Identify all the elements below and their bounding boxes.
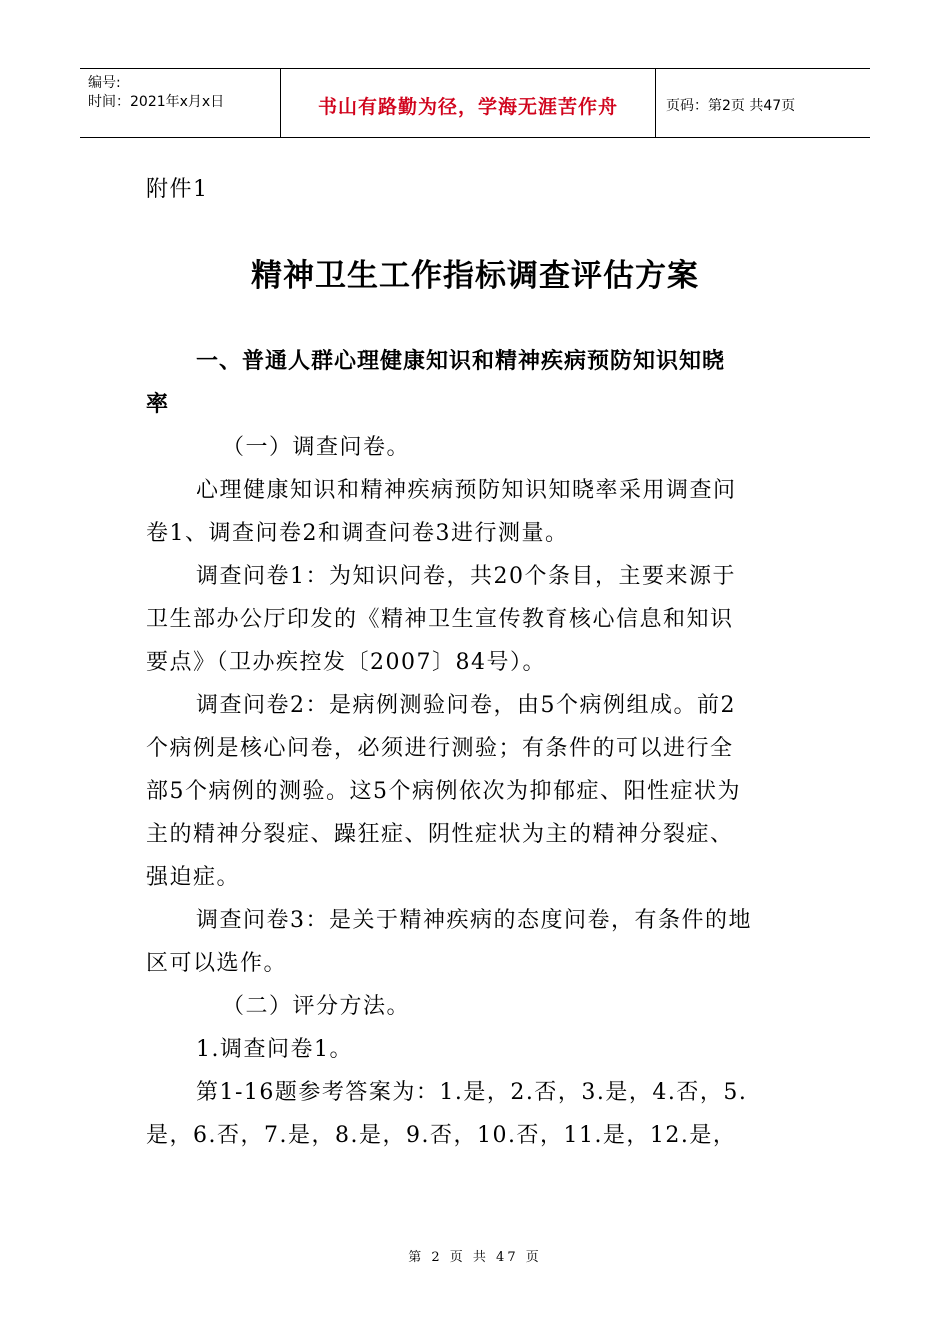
document-number-label: 编号:: [88, 75, 121, 91]
section-heading: 一、普通人群心理健康知识和精神疾病预防知识知晓: [196, 349, 726, 374]
paragraph-line: 卫生部办公厅印发的《精神卫生宣传教育核心信息和知识: [146, 607, 734, 632]
paragraph-line: 部5个病例的测验。这5个病例依次为抑郁症、阳性症状为: [146, 779, 741, 804]
paragraph-line: 是，6.否，7.是，8.是，9.否，10.否，11.是，12.是，: [146, 1123, 737, 1148]
attachment-label: 附件1: [146, 177, 209, 202]
document-title: 精神卫生工作指标调查评估方案: [251, 258, 699, 294]
header-left-cell: [80, 69, 280, 137]
header-page-cell: [656, 69, 870, 137]
paragraph-line: 主的精神分裂症、躁狂症、阴性症状为主的精神分裂症、: [146, 822, 734, 847]
header-motto: 书山有路勤为径，学海无涯苦作舟: [317, 95, 618, 118]
header-motto-cell: [280, 69, 656, 137]
paragraph-line: 调查问卷1：为知识问卷，共20个条目，主要来源于: [196, 564, 736, 589]
paragraph-line: 要点》（卫办疾控发〔2007〕84号）。: [146, 650, 546, 675]
paragraph-line: 强迫症。: [146, 865, 241, 890]
paragraph-line: 卷1、调查问卷2和调查问卷3进行测量。: [146, 521, 569, 546]
page-header: [80, 68, 870, 138]
paragraph-line: 心理健康知识和精神疾病预防知识知晓率采用调查问: [196, 478, 737, 503]
paragraph-line: 第1-16题参考答案为：1.是，2.否，3.是，4.否，5.: [196, 1080, 748, 1105]
paragraph-line: 调查问卷3：是关于精神疾病的态度问卷，有条件的地: [196, 908, 752, 933]
header-page-code: 页码：第2页 共47页: [666, 98, 796, 114]
document-time-label: 时间：2021年x月x日: [88, 94, 225, 110]
paragraph-line: 个病例是核心问卷，必须进行测验；有条件的可以进行全: [146, 736, 734, 761]
section-heading-continued: 率: [146, 392, 170, 417]
paragraph-line: 区可以选作。: [146, 951, 288, 976]
subsection-heading: （一）调查问卷。: [222, 435, 411, 460]
paragraph-line: 1.调查问卷1。: [196, 1037, 353, 1062]
page-footer: 第 2 页 共 47 页: [408, 1250, 542, 1265]
paragraph-line: 调查问卷2：是病例测验问卷，由5个病例组成。前2: [196, 693, 736, 718]
subsection-heading: （二）评分方法。: [222, 994, 411, 1019]
